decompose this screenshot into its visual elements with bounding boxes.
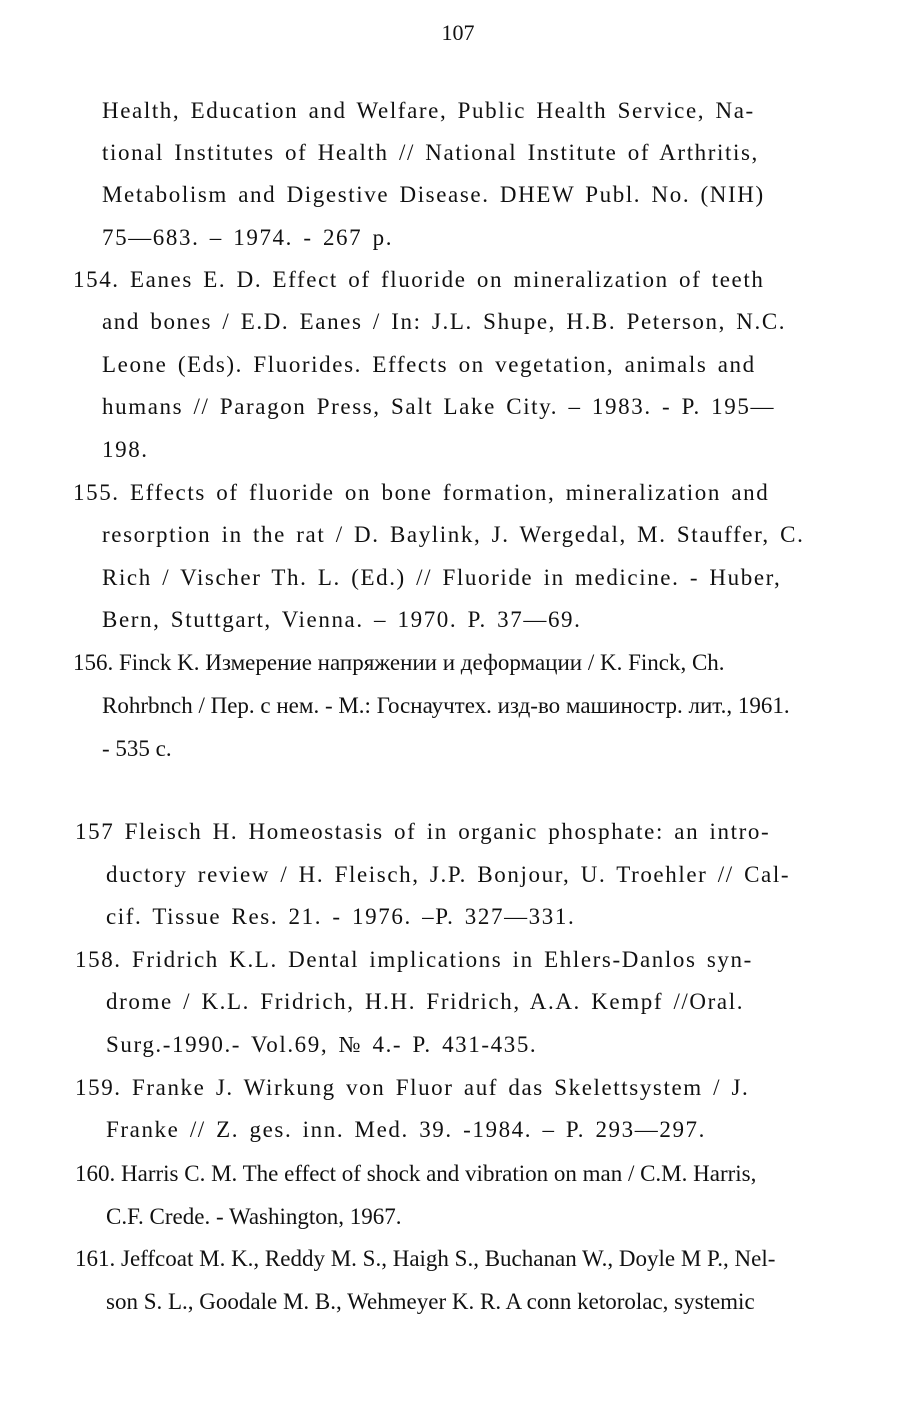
ref-159-line: Franke // Z. ges. inn. Med. 39. -1984. – P. 293—297. bbox=[106, 1117, 707, 1142]
ref-155-line: 155. Effects of fluoride on bone formation, mineralization and bbox=[73, 480, 770, 505]
ref-154-line: 154. Eanes E. D. Effect of fluoride on mineralization of teeth bbox=[73, 267, 765, 292]
page-number: 107 bbox=[441, 20, 475, 45]
ref-158-line: 158. Fridrich K.L. Dental implications in Ehlers-Danlos syn- bbox=[75, 947, 753, 972]
ref-161-line: son S. L., Goodale M. B., Wehmeyer K. R. A conn ketorolac, systemic bbox=[106, 1289, 755, 1314]
ref-line: 75—683. – 1974. - 267 p. bbox=[102, 225, 394, 250]
ref-158-line: Surg.-1990.- Vol.69, № 4.- P. 431-435. bbox=[106, 1032, 538, 1057]
ref-157-line: cif. Tissue Res. 21. - 1976. –P. 327—331. bbox=[106, 904, 576, 929]
ref-161-line: 161. Jeffcoat M. K., Reddy M. S., Haigh S., Buchanan W., Doyle M P., Nel- bbox=[75, 1246, 776, 1271]
ref-160-line: C.F. Crede. - Washington, 1967. bbox=[106, 1204, 402, 1229]
ref-line: Health, Education and Welfare, Public Health Service, Na- bbox=[102, 98, 755, 123]
ref-154-line: Leone (Eds). Fluorides. Effects on vegetation, animals and bbox=[102, 352, 756, 377]
ref-157-line: 157 Fleisch H. Homeostasis of in organic phosphate: an intro- bbox=[75, 819, 771, 844]
ref-154-line: 198. bbox=[102, 437, 149, 462]
ref-154-line: humans // Paragon Press, Salt Lake City. – 1983. - P. 195— bbox=[102, 394, 776, 419]
ref-157-line: ductory review / H. Fleisch, J.P. Bonjour, U. Troehler // Cal- bbox=[106, 862, 791, 887]
ref-155-line: Rich / Vischer Th. L. (Ed.) // Fluoride in medicine. - Huber, bbox=[102, 565, 782, 590]
ref-160-line: 160. Harris C. M. The effect of shock and vibration on man / C.M. Harris, bbox=[75, 1161, 757, 1186]
ref-154-line: and bones / E.D. Eanes / In: J.L. Shupe, H.B. Peterson, N.C. bbox=[102, 309, 787, 334]
ref-line: tional Institutes of Health // National Institute of Arthritis, bbox=[102, 140, 759, 165]
ref-158-line: drome / K.L. Fridrich, H.H. Fridrich, A.A. Kempf //Oral. bbox=[106, 989, 745, 1014]
ref-156-line: 156. Finck K. Измерение напряжении и деформации / K. Finck, Ch. bbox=[73, 650, 725, 675]
ref-159-line: 159. Franke J. Wirkung von Fluor auf das Skelettsystem / J. bbox=[75, 1075, 750, 1100]
ref-156-line: - 535 с. bbox=[102, 736, 172, 761]
ref-155-line: resorption in the rat / D. Baylink, J. Wergedal, M. Stauffer, C. bbox=[102, 522, 805, 547]
ref-line: Metabolism and Digestive Disease. DHEW Publ. No. (NIH) bbox=[102, 182, 765, 207]
ref-156-line: Rohrbnch / Пер. с нем. - М.: Госнаучтех. изд-во машиностр. лит., 1961. bbox=[102, 693, 790, 718]
ref-155-line: Bern, Stuttgart, Vienna. – 1970. P. 37—69. bbox=[102, 607, 582, 632]
